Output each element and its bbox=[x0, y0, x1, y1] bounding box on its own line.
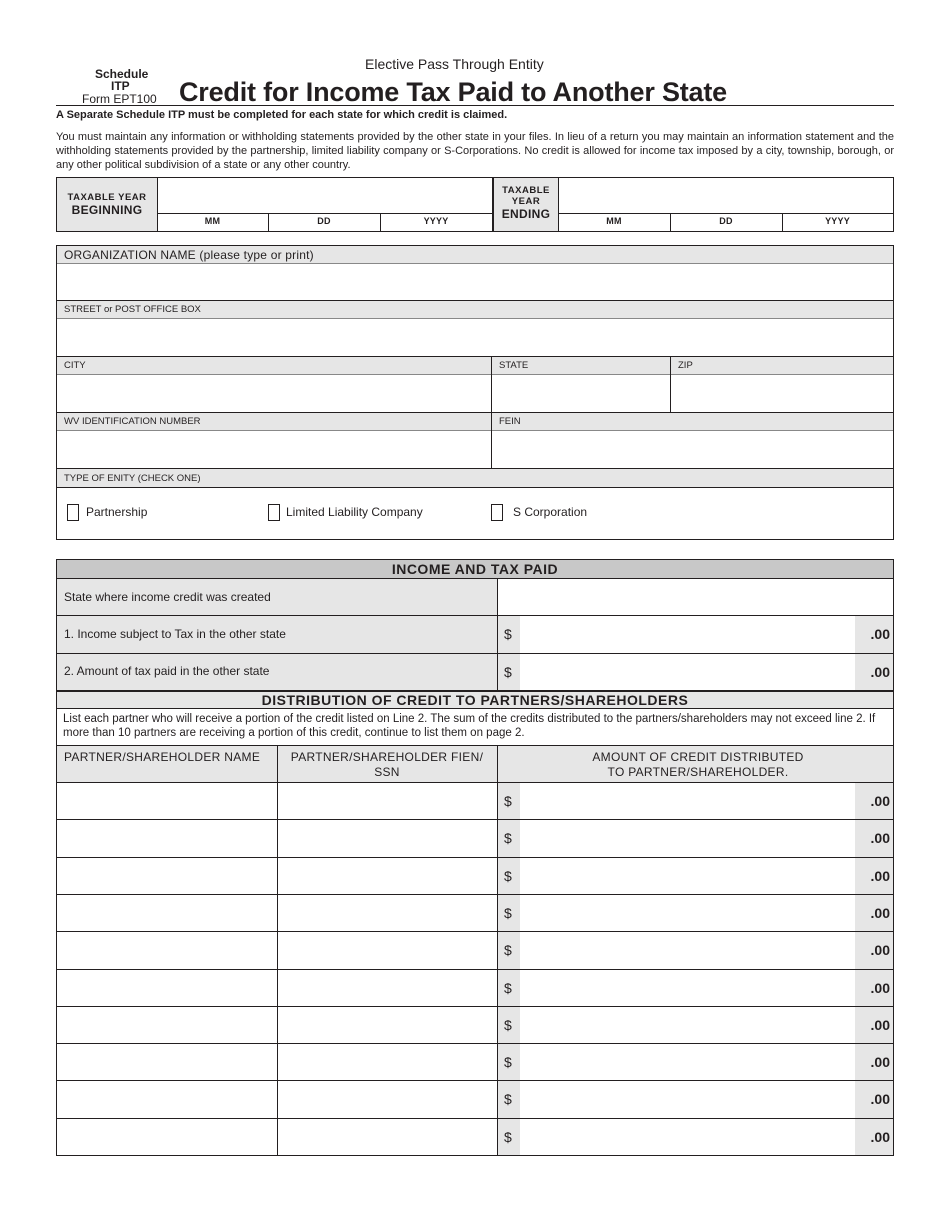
credit-dollar-sign: $ bbox=[498, 1081, 520, 1118]
partner-name-input[interactable] bbox=[57, 1044, 277, 1080]
begin-day-field[interactable] bbox=[268, 178, 380, 213]
state-created-input[interactable] bbox=[498, 579, 893, 615]
credit-cents: .00 bbox=[855, 858, 893, 894]
partner-fein-input[interactable] bbox=[278, 1081, 497, 1118]
page-subtitle: Elective Pass Through Entity bbox=[365, 56, 544, 72]
credit-dollar-sign: $ bbox=[498, 932, 520, 969]
partner-name-input[interactable] bbox=[57, 932, 277, 969]
begin-year-field[interactable] bbox=[380, 178, 492, 213]
end-label-line3: ENDING bbox=[501, 207, 551, 221]
credit-amount-input[interactable] bbox=[520, 783, 855, 819]
instructions-text: You must maintain any information or withholding statements provided by the other state in your files. In lieu of a return you may maintain an information statement and the withholding statements provided by the partnership, limited liability company or S-Corporations. No credit is allowed for income tax imposed by a city, township, borough, or any other political subdivision of a state or any other country. bbox=[56, 131, 894, 171]
credit-cents: .00 bbox=[855, 1044, 893, 1080]
line1-label-cell bbox=[57, 616, 497, 653]
line2-label: 2. Amount of tax paid in the other state bbox=[64, 664, 270, 678]
partner-name-input[interactable] bbox=[57, 858, 277, 894]
begin-yyyy-label: YYYY bbox=[423, 216, 449, 226]
org-name-label-bar bbox=[57, 246, 893, 263]
col-amount-line1: AMOUNT OF CREDIT DISTRIBUTED bbox=[592, 750, 804, 764]
col-fein-line2: SSN bbox=[374, 765, 400, 779]
entity-type-label: TYPE OF ENITY (CHECK ONE) bbox=[64, 473, 201, 484]
end-mm-label: MM bbox=[606, 216, 622, 226]
credit-cents: .00 bbox=[855, 820, 893, 857]
partner-fein-input[interactable] bbox=[278, 895, 497, 931]
credit-amount-input[interactable] bbox=[520, 970, 855, 1006]
partner-name-input[interactable] bbox=[57, 783, 277, 819]
begin-mm-label: MM bbox=[204, 216, 221, 226]
credit-amount-input[interactable] bbox=[520, 1119, 855, 1155]
title-rule bbox=[56, 105, 894, 106]
fein-input[interactable] bbox=[492, 431, 893, 468]
org-name-input[interactable] bbox=[57, 264, 893, 300]
partner-fein-input[interactable] bbox=[278, 970, 497, 1006]
line2-label-cell bbox=[57, 654, 497, 691]
zip-input[interactable] bbox=[671, 375, 893, 412]
credit-cents: .00 bbox=[855, 895, 893, 931]
credit-dollar-sign: $ bbox=[498, 895, 520, 931]
col-partner-name-header: PARTNER/SHAREHOLDER NAME bbox=[64, 750, 261, 764]
taxable-year-beginning-label bbox=[57, 178, 157, 231]
state-row-label: State where income credit was created bbox=[64, 590, 271, 604]
partner-name-input[interactable] bbox=[57, 1119, 277, 1155]
credit-cents: .00 bbox=[855, 1007, 893, 1043]
credit-dollar-sign: $ bbox=[498, 1007, 520, 1043]
end-day-field[interactable] bbox=[670, 178, 782, 213]
line1-cents: .00 bbox=[855, 616, 893, 653]
street-label-bar bbox=[57, 301, 893, 318]
begin-dd-label: DD bbox=[317, 216, 331, 226]
credit-amount-input[interactable] bbox=[520, 1007, 855, 1043]
col-fein-line1: PARTNER/SHAREHOLDER FIEN/ bbox=[290, 750, 484, 764]
end-month-field[interactable] bbox=[558, 178, 670, 213]
partner-name-input[interactable] bbox=[57, 1081, 277, 1118]
line1-amount-input[interactable] bbox=[520, 616, 855, 653]
credit-dollar-sign: $ bbox=[498, 858, 520, 894]
city-label: CITY bbox=[64, 360, 86, 371]
partner-fein-input[interactable] bbox=[278, 858, 497, 894]
partner-fein-input[interactable] bbox=[278, 783, 497, 819]
credit-amount-input[interactable] bbox=[520, 858, 855, 894]
fein-label: FEIN bbox=[499, 416, 521, 427]
line1-label: 1. Income subject to Tax in the other state bbox=[64, 627, 286, 641]
end-year-field[interactable] bbox=[782, 178, 893, 213]
credit-amount-input[interactable] bbox=[520, 932, 855, 969]
city-input[interactable] bbox=[57, 375, 491, 412]
end-label-line1: TAXABLE bbox=[502, 185, 550, 196]
end-label-line2: YEAR bbox=[511, 196, 541, 207]
credit-amount-input[interactable] bbox=[520, 820, 855, 857]
credit-amount-input[interactable] bbox=[520, 1081, 855, 1118]
begin-month-field[interactable] bbox=[157, 178, 268, 213]
partner-fein-input[interactable] bbox=[278, 1044, 497, 1080]
credit-dollar-sign: $ bbox=[498, 1044, 520, 1080]
state-label: STATE bbox=[499, 360, 529, 371]
state-row-label-cell bbox=[57, 579, 497, 615]
s-corporation-checkbox[interactable] bbox=[491, 504, 503, 521]
end-dd-label: DD bbox=[719, 216, 733, 226]
taxable-year-ending-label bbox=[494, 178, 558, 231]
schedule-label: Schedule bbox=[95, 67, 149, 81]
credit-cents: .00 bbox=[855, 783, 893, 819]
llc-option-label: Limited Liability Company bbox=[286, 505, 423, 519]
credit-dollar-sign: $ bbox=[498, 1119, 520, 1155]
credit-cents: .00 bbox=[855, 1119, 893, 1155]
state-input[interactable] bbox=[492, 375, 670, 412]
line1-dollar-sign: $ bbox=[498, 616, 520, 653]
org-name-label: ORGANIZATION NAME (please type or print) bbox=[64, 248, 314, 262]
wvid-input[interactable] bbox=[57, 431, 491, 468]
begin-label-line1: TAXABLE YEAR bbox=[67, 192, 147, 203]
entity-type-label-bar bbox=[57, 469, 893, 487]
line2-cents: .00 bbox=[855, 654, 893, 691]
credit-dollar-sign: $ bbox=[498, 820, 520, 857]
credit-amount-input[interactable] bbox=[520, 1044, 855, 1080]
separate-notice: A Separate Schedule ITP must be completed for each state for which credit is claimed. bbox=[56, 109, 508, 121]
distribution-section-header: DISTRIBUTION OF CREDIT TO PARTNERS/SHAREHOLDERS bbox=[57, 692, 893, 708]
partner-fein-input[interactable] bbox=[278, 932, 497, 969]
credit-amount-input[interactable] bbox=[520, 895, 855, 931]
wvid-label: WV IDENTIFICATION NUMBER bbox=[64, 416, 201, 427]
credit-dollar-sign: $ bbox=[498, 783, 520, 819]
end-yyyy-label: YYYY bbox=[825, 216, 850, 226]
schedule-code: ITP bbox=[111, 79, 130, 93]
partner-fein-input[interactable] bbox=[278, 1007, 497, 1043]
partner-fein-input[interactable] bbox=[278, 820, 497, 857]
begin-label-line2: BEGINNING bbox=[71, 203, 143, 217]
city-label-bar bbox=[57, 357, 893, 374]
zip-label: ZIP bbox=[678, 360, 693, 371]
credit-cents: .00 bbox=[855, 1081, 893, 1118]
line2-dollar-sign: $ bbox=[498, 654, 520, 691]
partner-fein-input[interactable] bbox=[278, 1119, 497, 1155]
street-input[interactable] bbox=[57, 319, 893, 356]
col-amount-header bbox=[498, 750, 898, 780]
partnership-option-label: Partnership bbox=[86, 505, 148, 519]
credit-cents: .00 bbox=[855, 932, 893, 969]
credit-dollar-sign: $ bbox=[498, 970, 520, 1006]
credit-cents: .00 bbox=[855, 970, 893, 1006]
col-partner-fein-header bbox=[277, 750, 497, 780]
partner-name-input[interactable] bbox=[57, 970, 277, 1006]
income-section-header: INCOME AND TAX PAID bbox=[57, 560, 893, 578]
partner-name-input[interactable] bbox=[57, 895, 277, 931]
line2-amount-input[interactable] bbox=[520, 654, 855, 691]
llc-checkbox[interactable] bbox=[268, 504, 280, 521]
distribution-instructions: List each partner who will receive a portion of the credit listed on Line 2. The sum of the credits distributed to the partners/shareholders may not exceed line 2. If more than 10 partners are receiving a portion of this credit, continue to list them on page 2. bbox=[63, 713, 876, 739]
col-amount-line2: TO PARTNER/SHAREHOLDER. bbox=[607, 765, 789, 779]
partnership-checkbox[interactable] bbox=[67, 504, 79, 521]
partner-name-input[interactable] bbox=[57, 820, 277, 857]
street-label: STREET or POST OFFICE BOX bbox=[64, 304, 201, 315]
partner-name-input[interactable] bbox=[57, 1007, 277, 1043]
form-number: Form EPT100 bbox=[82, 92, 157, 106]
page-title: Credit for Income Tax Paid to Another State bbox=[179, 77, 727, 107]
s-corporation-option-label: S Corporation bbox=[513, 505, 588, 519]
